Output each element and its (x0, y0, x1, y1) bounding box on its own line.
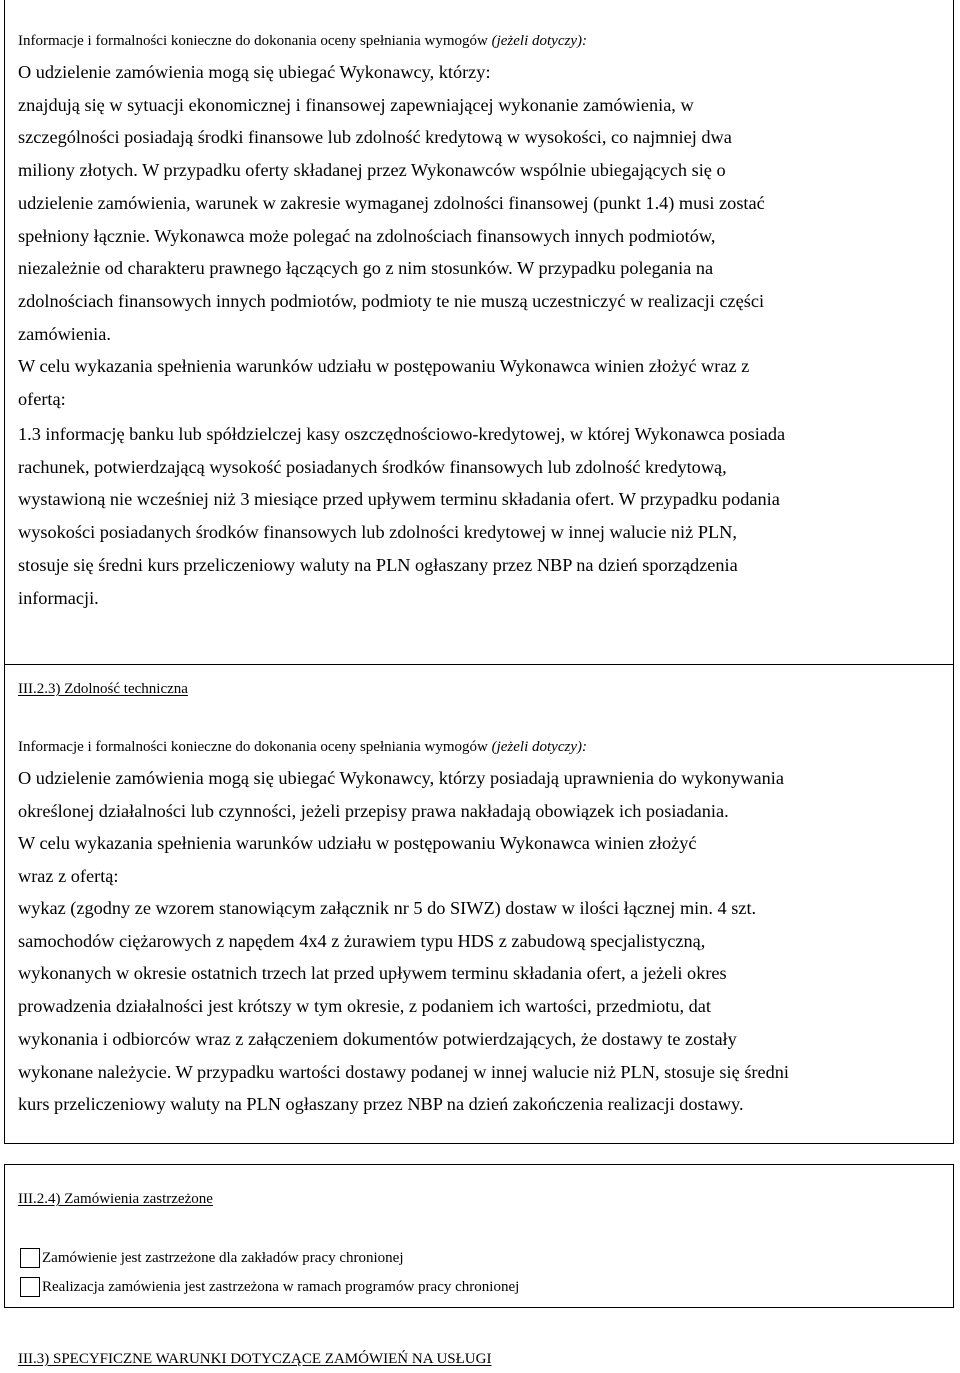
text-line: wykaz (zgodny ze wzorem stanowiącym załącznik nr 5 do SIWZ) dostaw w ilości łącznej min. 4 szt. (18, 898, 757, 918)
text-line: 1.3 informację banku lub spółdzielczej kasy oszczędnościowo-kredytowej, w której Wykonawca posiada (18, 424, 786, 444)
text-line: wysokości posiadanych środków finansowych lub zdolności kredytowej w innej walucie niż PLN, (18, 522, 737, 543)
text-line: szczególności posiadają środki finansowe lub zdolność kredytową w wysokości, co najmniej dwa (18, 127, 732, 148)
text-line: O udzielenie zamówienia mogą się ubiegać Wykonawcy, którzy posiadają uprawnienia do wykonywania (18, 768, 784, 788)
info-label-qualifier: (jeżeli dotyczy): (491, 739, 587, 755)
text-line: wystawioną nie wcześniej niż 3 miesiące przed upływem terminu składania ofert. W przypadku podania (18, 489, 780, 510)
text-line: W celu wykazania spełnienia warunków udziału w postępowaniu Wykonawca winien złożyć wraz z (18, 356, 750, 377)
text-line: prowadzenia działalności jest krótszy w tym okresie, z podaniem ich wartości, przedmiotu, dat (18, 996, 711, 1017)
deliveries-list-paragraph (18, 892, 948, 1121)
reserved-contracts-heading: III.2.4) Zamówienia zastrzeżone (18, 1191, 213, 1207)
checkbox-label: Realizacja zamówienia jest zastrzeżona w ramach programów pracy chronionej (42, 1278, 520, 1295)
info-label-text: Informacje i formalności konieczne do dokonania oceny spełniania wymogów (18, 33, 488, 49)
text-line: zamówienia. (18, 323, 111, 344)
text-line: wykonania i odbiorców wraz z załączeniem dokumentów potwierdzających, że dostawy te zostały (18, 1028, 737, 1049)
text-line: spełniony łącznie. Wykonawca może polegać na zdolnościach finansowych innych podmiotów, (18, 225, 716, 246)
checkbox[interactable] (20, 1277, 40, 1297)
info-label-qualifier: (jeżeli dotyczy): (491, 33, 587, 49)
text-line: W celu wykazania spełnienia warunków udziału w postępowaniu Wykonawca winien złożyć (18, 833, 697, 854)
technical-capacity-heading: III.2.3) Zdolność techniczna (18, 681, 188, 697)
info-label-text: Informacje i formalności konieczne do dokonania oceny spełniania wymogów (18, 739, 488, 755)
checkbox[interactable] (20, 1248, 40, 1268)
text-line: wykonanych w okresie ostatnich trzech lat przed upływem terminu składania ofert, a jeżeli okres (18, 963, 727, 984)
text-line: zdolnościach finansowych innych podmiotów, podmioty te nie muszą uczestniczyć w realizacji części (18, 290, 765, 311)
text-line: informacji. (18, 587, 99, 608)
checkbox-label: Zamówienie jest zastrzeżone dla zakładów pracy chronionej (42, 1249, 404, 1266)
bank-information-paragraph (18, 418, 948, 614)
text-line: udzielenie zamówienia, warunek w zakresie wymaganej zdolności finansowej (punkt 1.4) musi zostać (18, 192, 765, 213)
technical-conditions-paragraph (18, 762, 948, 893)
specific-conditions-heading: III.3) SPECYFICZNE WARUNKI DOTYCZĄCE ZAMÓWIEŃ NA USŁUGI (18, 1351, 492, 1367)
text-line: kurs przeliczeniowy waluty na PLN ogłaszany przez NBP na dzień zakończenia realizacji dostawy. (18, 1094, 744, 1115)
text-line: ofertą: (18, 389, 66, 410)
technical-info-label (18, 740, 587, 755)
text-line: rachunek, potwierdzającą wysokość posiadanych środków finansowych lub zdolność kredytową, (18, 456, 727, 477)
text-line: O udzielenie zamówienia mogą się ubiegać Wykonawcy, którzy: (18, 62, 491, 82)
text-line: stosuje się średni kurs przeliczeniowy waluty na PLN ogłaszany przez NBP na dzień sporządzenia (18, 554, 738, 575)
text-line: samochodów ciężarowych z napędem 4x4 z żurawiem typu HDS z zabudową specjalistyczną, (18, 930, 706, 951)
text-line: znajdują się w sytuacji ekonomicznej i finansowej zapewniającej wykonanie zamówienia, w (18, 94, 694, 115)
text-line: wraz z ofertą: (18, 866, 119, 887)
text-line: określonej działalności lub czynności, jeżeli przepisy prawa nakładają obowiązek ich posiadania. (18, 800, 729, 821)
financial-conditions-paragraph (18, 56, 948, 416)
reserved-option-sheltered-workshops[interactable] (20, 1247, 404, 1269)
text-line: niezależnie od charakteru prawnego łączących go z nim stosunków. W przypadku polegania na (18, 258, 714, 279)
text-line: wykonane należycie. W przypadku wartości dostawy podanej w innej walucie niż PLN, stosuje się średni (18, 1061, 789, 1082)
financial-info-label (18, 34, 587, 49)
text-line: miliony złotych. W przypadku oferty składanej przez Wykonawców wspólnie ubiegających się o (18, 160, 726, 181)
reserved-option-sheltered-programmes[interactable] (20, 1276, 519, 1298)
